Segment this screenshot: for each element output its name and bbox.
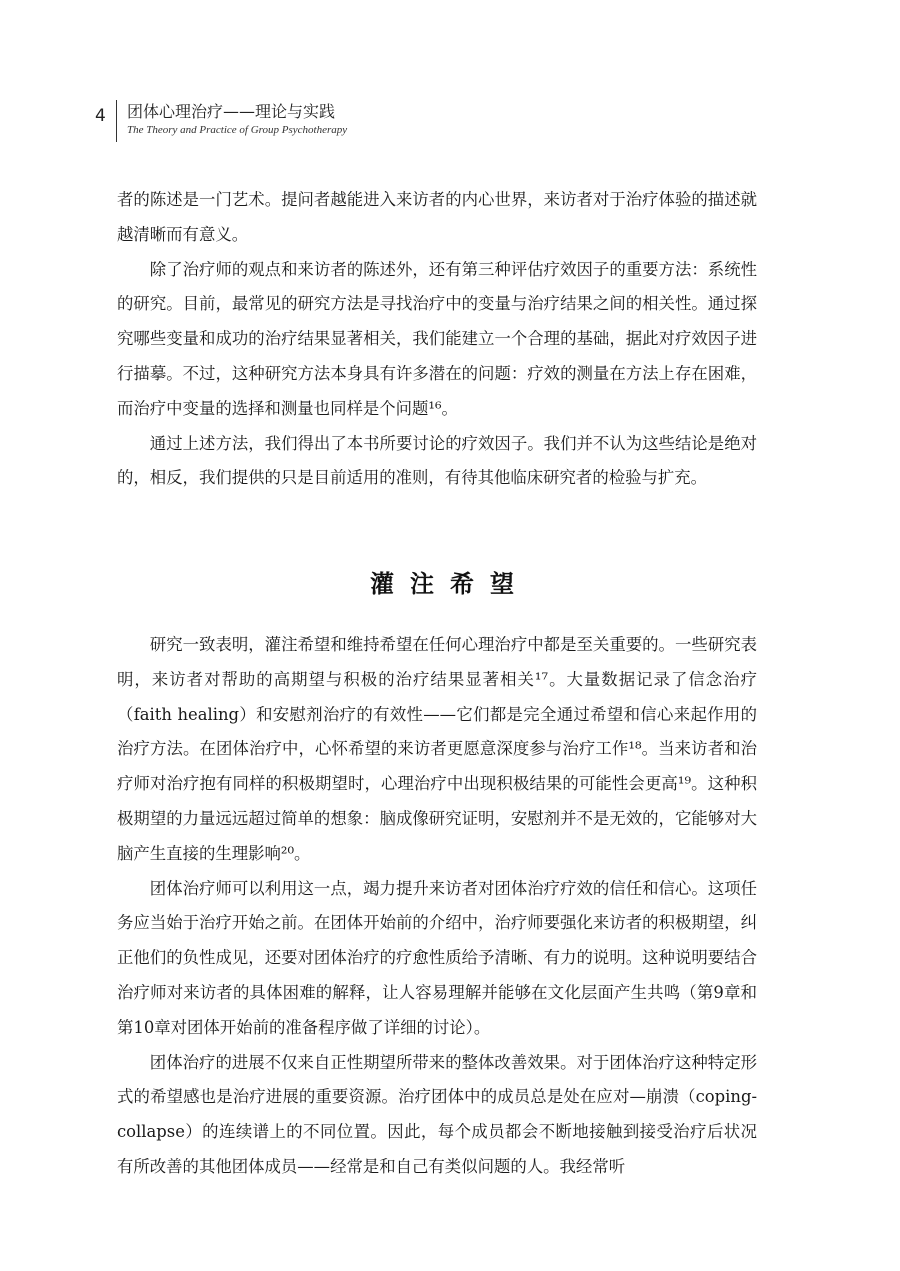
paragraph: 通过上述方法，我们得出了本书所要讨论的疗效因子。我们并不认为这些结论是绝对的，相反，我们提供的只是目前适用的准则，有待其他临床研究者的检验与扩充。: [117, 433, 757, 488]
section-instillation-of-hope: [117, 628, 757, 1185]
running-header: [0, 96, 900, 146]
book-subtitle: The Theory and Practice of Group Psychotherapy: [127, 124, 348, 136]
header-divider: [116, 100, 117, 142]
paragraph: 除了治疗师的观点和来访者的陈述外，还有第三种评估疗效因子的重要方法：系统性的研究。目前，最常见的研究方法是寻找治疗中的变量与治疗结果之间的相关性。通过探究哪些变量和成功的治疗结果显著相关，我们能建立一个合理的基础，据此对疗效因子进行描摹。不过，这种研究方法本身具有许多潜在的问题：疗效的测量在方法上存在困难，而治疗中变量的选择和测量也同样是个问题¹⁶。: [117, 259, 757, 418]
paragraph: 研究一致表明，灌注希望和维持希望在任何心理治疗中都是至关重要的。一些研究表明，来访者对帮助的高期望与积极的治疗结果显著相关¹⁷。大量数据记录了信念治疗（faith healing）和安慰剂治疗的有效性——它们都是完全通过希望和信心来起作用的治疗方法。在团体治疗中，心怀希望的来访者更愿意深度参与治疗工作¹⁸。当来访者和治疗师对治疗抱有同样的积极期望时，心理治疗中出现积极结果的可能性会更高¹⁹。这种积极期望的力量远远超过简单的想象：脑成像研究证明，安慰剂并不是无效的，它能够对大脑产生直接的生理影响²⁰。: [117, 635, 757, 863]
paragraph: 者的陈述是一门艺术。提问者越能进入来访者的内心世界，来访者对于治疗体验的描述就越清晰而有意义。: [117, 190, 757, 244]
section-intro: [117, 183, 757, 496]
book-title: 团体心理治疗——理论与实践: [127, 102, 336, 121]
page-number: 4: [95, 106, 106, 126]
paragraph: 团体治疗的进展不仅来自正性期望所带来的整体改善效果。对于团体治疗这种特定形式的希望感也是治疗进展的重要资源。治疗团体中的成员总是处在应对—崩溃（coping-collapse）的连续谱上的不同位置。因此，每个成员都会不断地接触到接受治疗后状况有所改善的其他团体成员——经常是和自己有类似问题的人。我经常听: [117, 1052, 757, 1176]
paragraph: 团体治疗师可以利用这一点，竭力提升来访者对团体治疗疗效的信任和信心。这项任务应当始于治疗开始之前。在团体开始前的介绍中，治疗师要强化来访者的积极期望，纠正他们的负性成见，还要对团体治疗的疗愈性质给予清晰、有力的说明。这种说明要结合治疗师对来访者的具体困难的解释，让人容易理解并能够在文化层面产生共鸣（第9章和第10章对团体开始前的准备程序做了详细的讨论）。: [117, 878, 757, 1037]
section-heading: 灌注希望: [370, 570, 530, 598]
